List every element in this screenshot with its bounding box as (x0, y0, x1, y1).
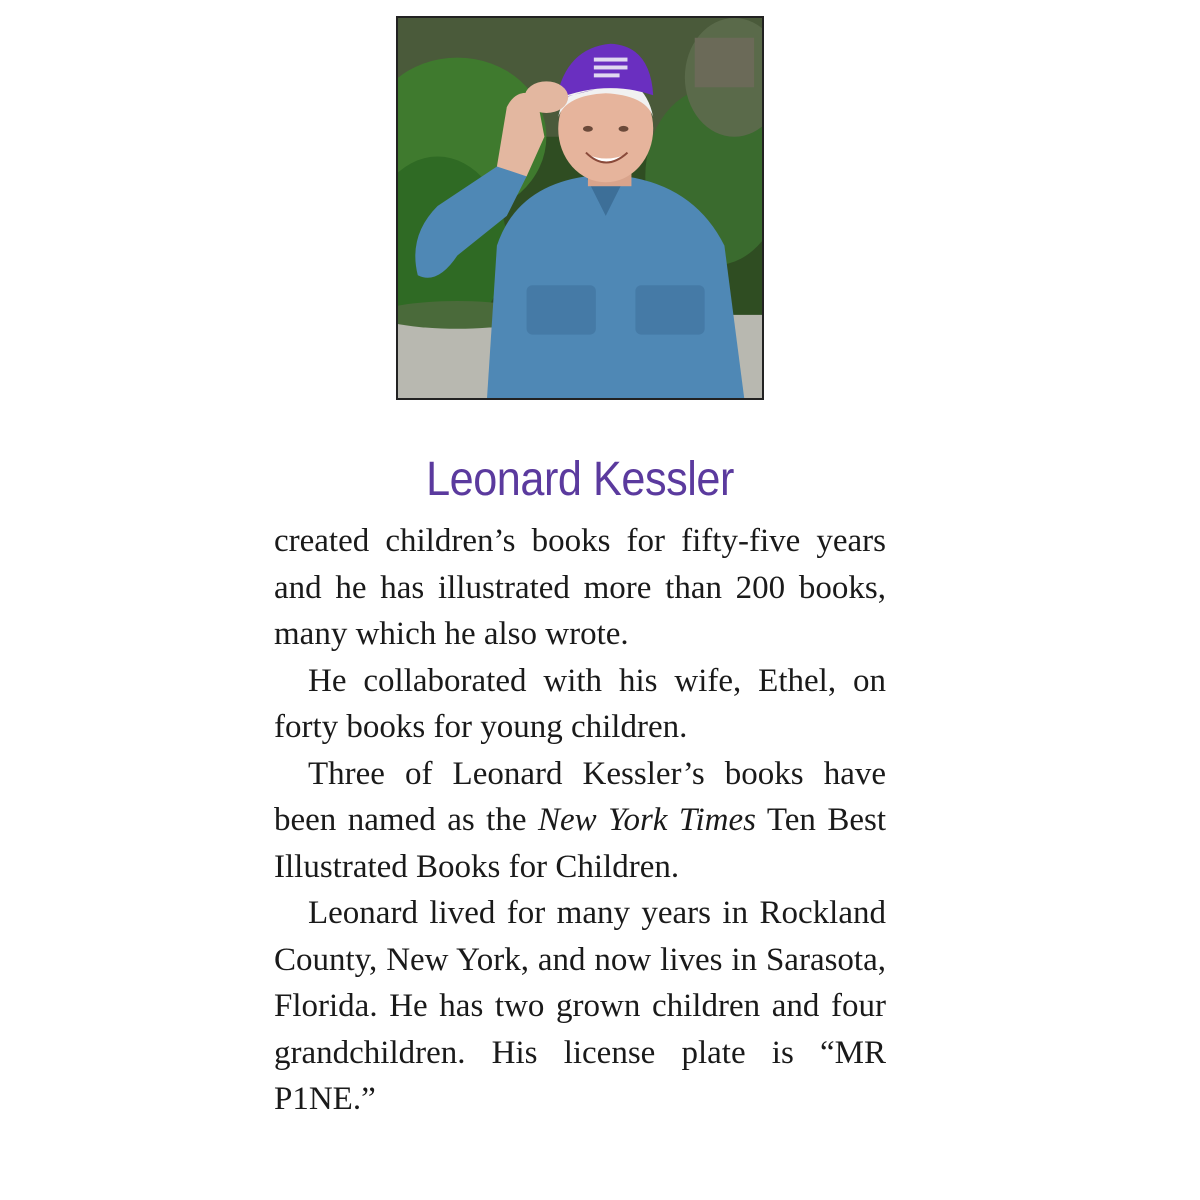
newspaper-title: New York Times (537, 802, 756, 838)
bio-paragraph-2: He collaborated with his wife, Ethel, on forty books for young children. (274, 662, 886, 745)
author-bio (274, 518, 886, 1123)
author-portrait-image (398, 18, 762, 398)
bio-paragraph-3-text-start: Three of Leonard Kessler’s books have been named as the (274, 755, 886, 838)
bio-paragraph-3 (274, 751, 886, 891)
bio-paragraph-4: Leonard lived for many years in Rockland County, New York, and now lives in Sarasota, Florida. He has two grown children and four grandchildren. His license plate is “MR P1NE.” (274, 895, 886, 1117)
author-name-heading: Leonard Kessler (426, 453, 734, 506)
bio-paragraph-1: created children’s books for fifty-five years and he has illustrated more than 200 books, many which he also wrote. (274, 523, 886, 652)
bio-paragraph-3-text-end: Ten Best Illustrated Books for Children. (274, 802, 886, 885)
author-photo (396, 16, 764, 400)
